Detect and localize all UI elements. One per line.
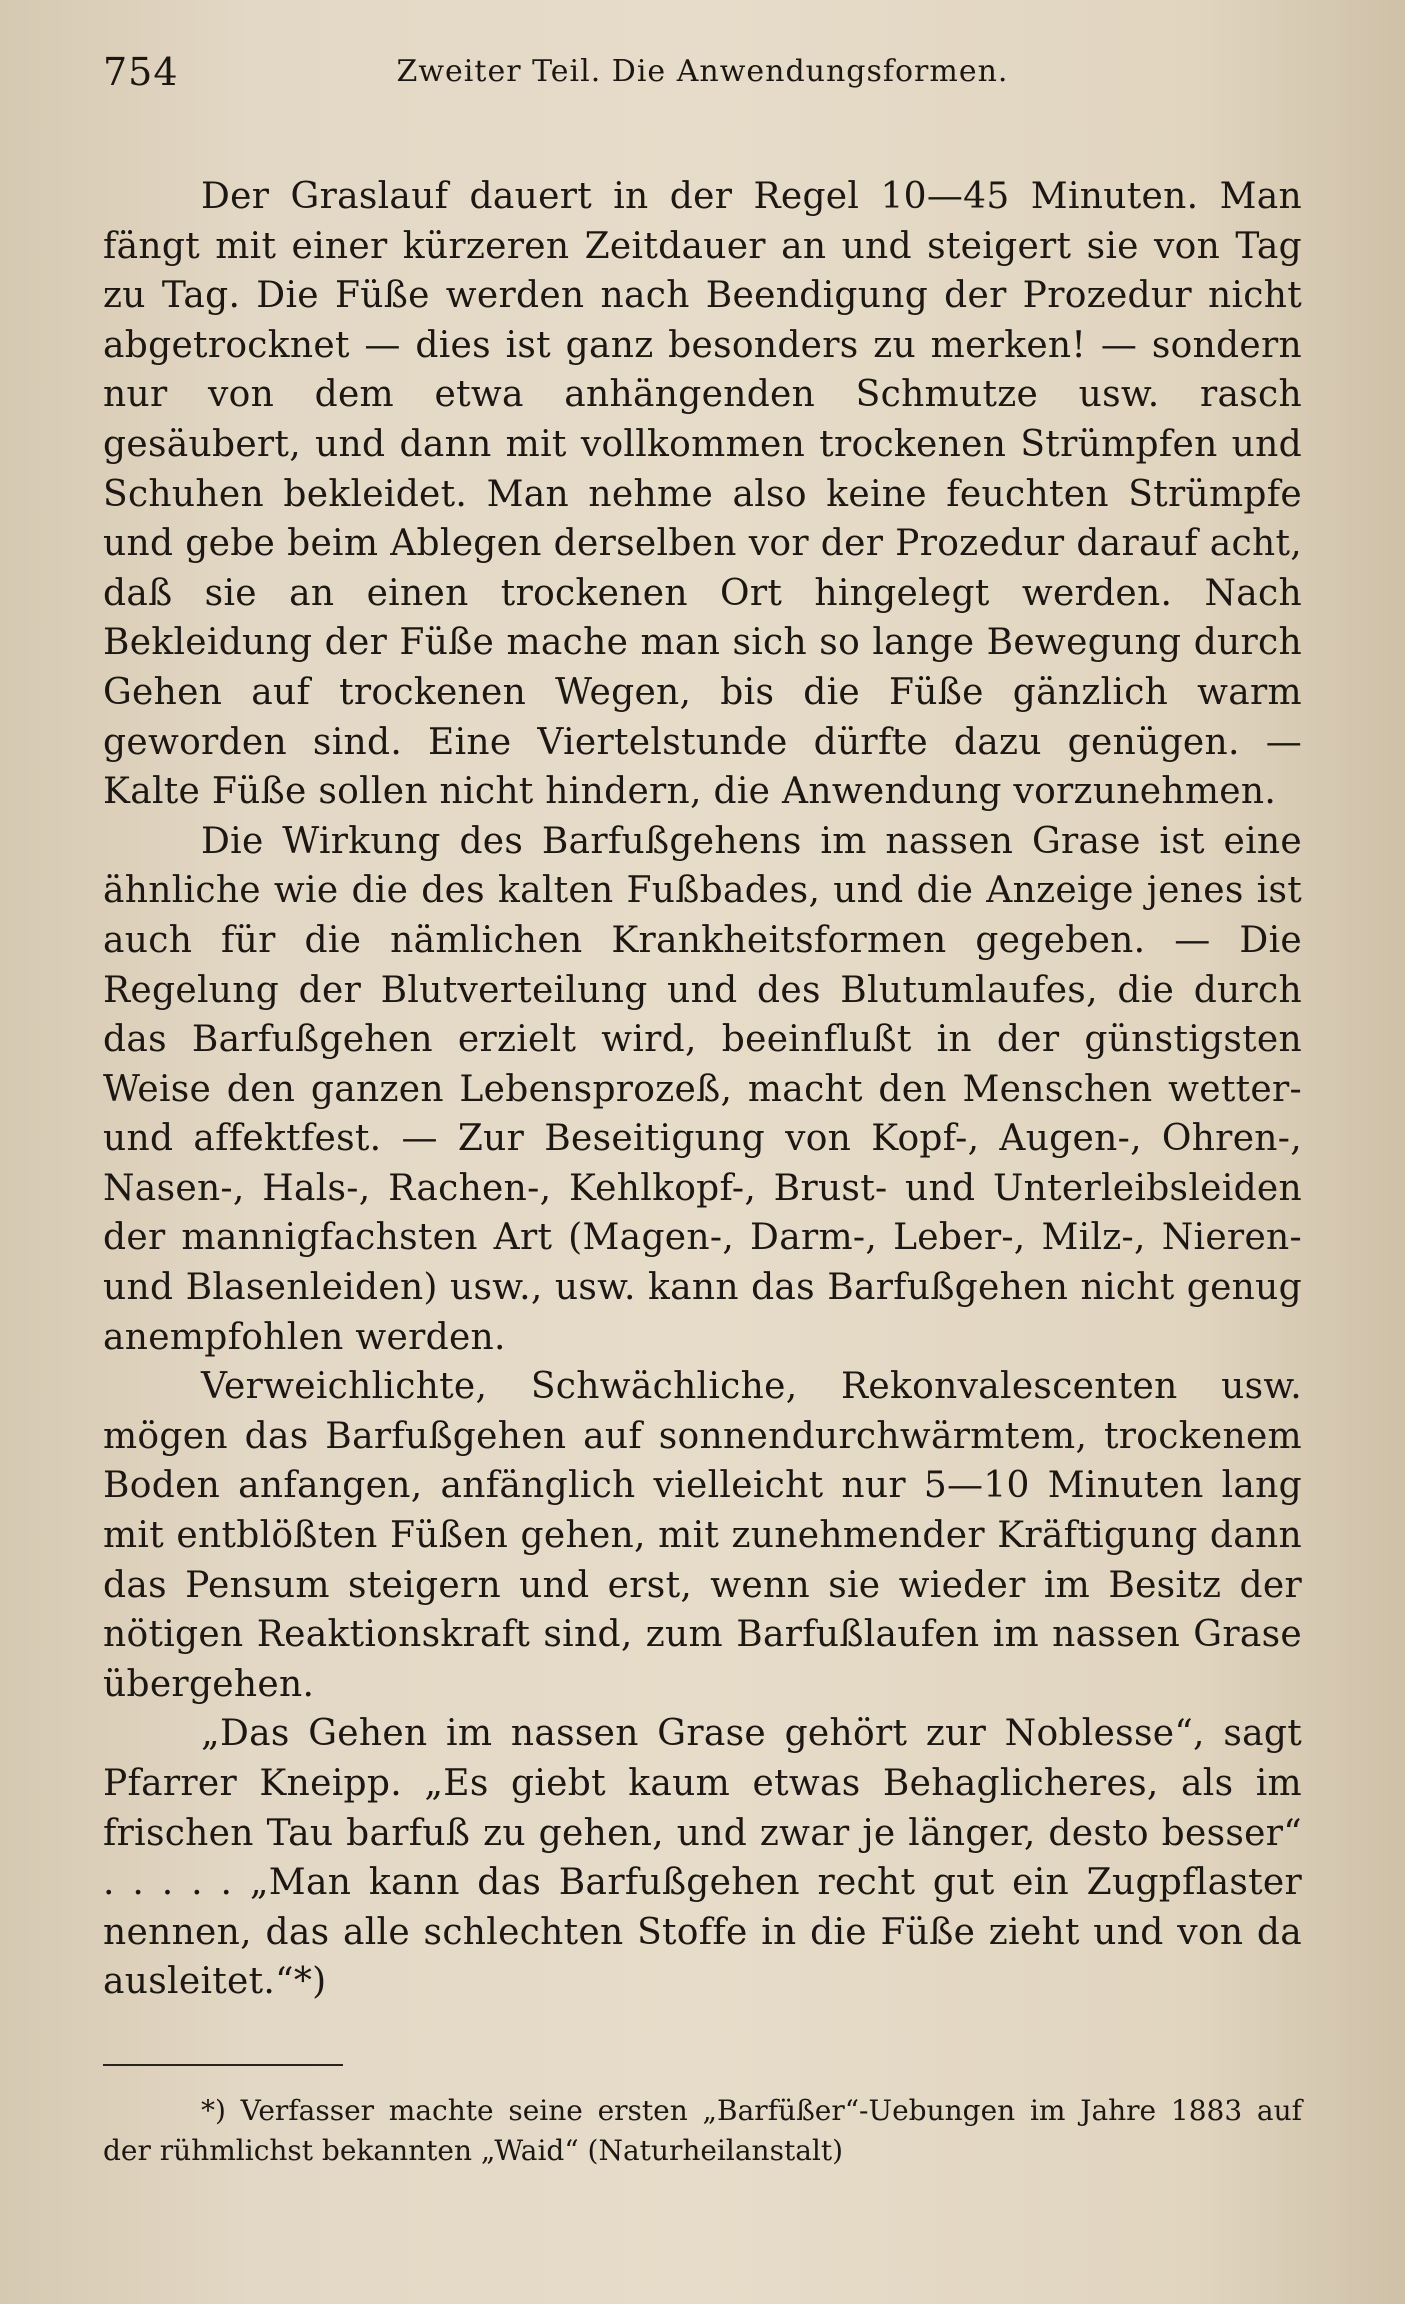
page-number: 754 — [103, 50, 179, 94]
footnote-divider — [103, 2064, 343, 2066]
paragraph-wirkung: Die Wirkung des Barfußgehens im nassen Grase ist eine ähnliche wie die des kalten Fußbades, und die Anzeige jenes ist auch für die nämlichen Krankheitsformen gegeben. — Die Regelung der Blutverteilung und des Blutumlaufes, die durch das Barfußgehen erzielt wird, beeinflußt in der günstigsten Weise den ganzen Lebensprozeß, macht den Menschen wetter- und affektfest. — Zur Beseitigung von Kopf-, Augen-, Ohren-, Nasen-, Hals-, Rachen-, Kehlkopf-, Brust- und Unterleibsleiden der mannigfachsten Art (Magen-, Darm-, Leber-, Milz-, Nieren- und Blasenleiden) usw., usw. kann das Barfußgehen nicht genug anempfohlen werden. — [103, 820, 1302, 1358]
running-head — [103, 50, 1302, 110]
body-text — [103, 172, 1302, 2007]
paragraph-graslauf: Der Graslauf dauert in der Regel 10—45 Minuten. Man fängt mit einer kürzeren Zeitdauer an und steigert sie von Tag zu Tag. Die Füße werden nach Beendigung der Prozedur nicht abgetrocknet — dies ist ganz besonders zu merken! — sondern nur von dem etwa anhängenden Schmutze usw. rasch gesäubert, und dann mit vollkommen trockenen Strümpfen und Schuhen bekleidet. Man nehme also keine feuchten Strümpfe und gebe beim Ablegen derselben vor der Prozedur darauf acht, daß sie an einen trockenen Ort hingelegt werden. Nach Bekleidung der Füße mache man sich so lange Bewegung durch Gehen auf trockenen Wegen, bis die Füße gänzlich warm geworden sind. Eine Viertelstunde dürfte dazu genügen. — Kalte Füße sollen nicht hindern, die Anwendung vorzunehmen. — [103, 176, 1302, 813]
running-title: Zweiter Teil. Die Anwendungsformen. — [396, 54, 1009, 89]
paragraph-verweichlichte: Verweichlichte, Schwächliche, Rekonvalescenten usw. mögen das Barfußgehen auf sonnendurchwärmtem, trockenem Boden anfangen, anfänglich vielleicht nur 5—10 Minuten lang mit entblößten Füßen gehen, mit zunehmender Kräftigung dann das Pensum steigern und erst, wenn sie wieder im Besitz der nötigen Reaktionskraft sind, zum Barfußlaufen im nassen Grase übergehen. — [103, 1366, 1302, 1705]
paragraph-kneipp-quote: „Das Gehen im nassen Grase gehört zur Noblesse“, sagt Pfarrer Kneipp. „Es giebt kaum etwas Behaglicheres, als im frischen Tau barfuß zu gehen, und zwar je länger, desto besser“ . . . . . „Man kann das Barfußgehen recht gut ein Zugpflaster nennen, das alle schlechten Stoffe in die Füße zieht und von da ausleitet.“*) — [103, 1713, 1302, 2003]
footnote: *) Verfasser machte seine ersten „Barfüßer“-Uebungen im Jahre 1883 auf der rühmlichst bekannten „Waid“ (Naturheilanstalt) — [103, 2093, 1302, 2167]
